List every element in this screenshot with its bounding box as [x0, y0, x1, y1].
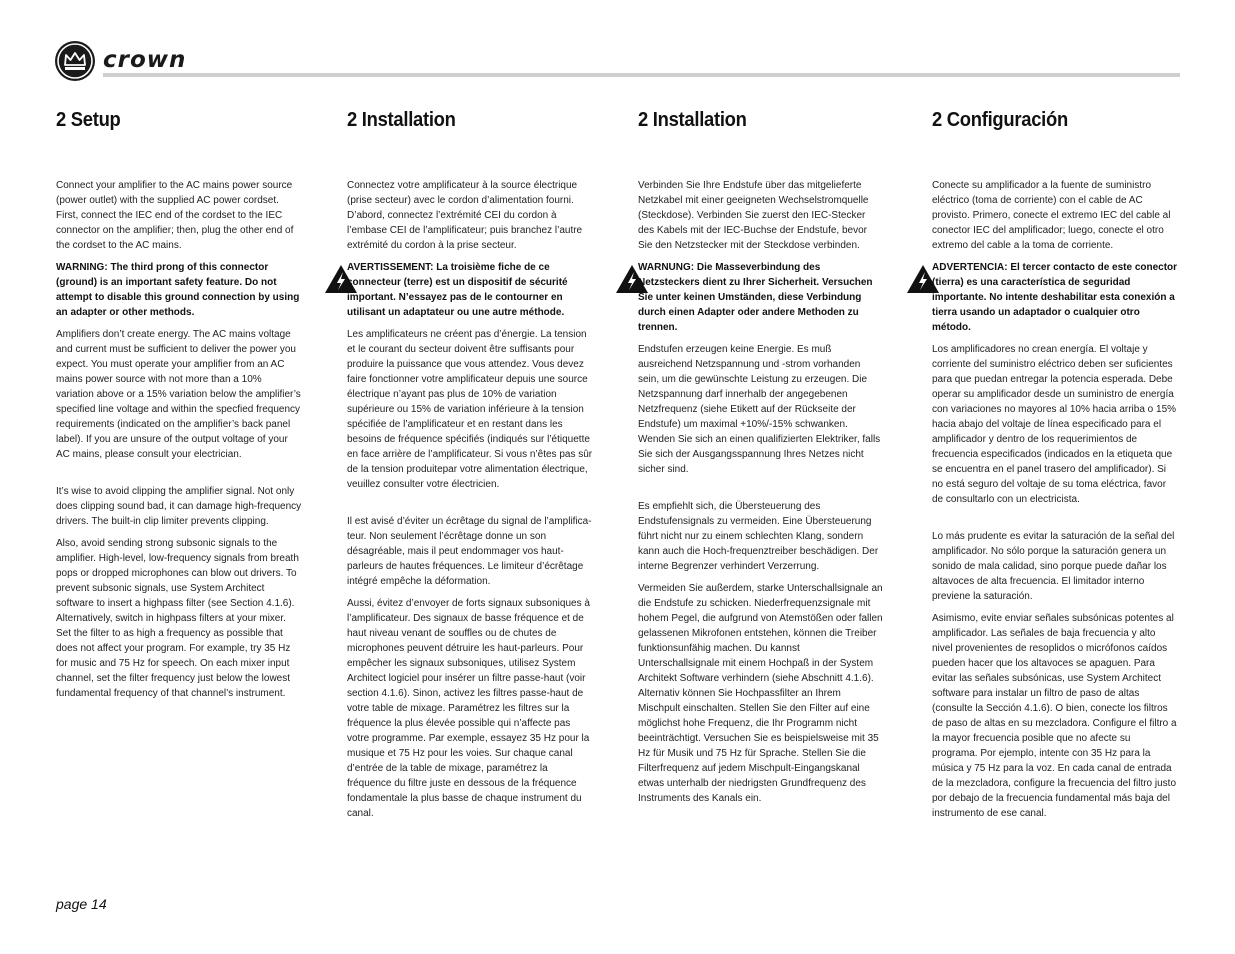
paragraph-connect: Connect your amplifier to the AC mains power source (power outlet) with the supplied AC power cordset. First, connect the IEC end of the cordset to the IEC connector on the amplifier; then, plug the other end of the cordset to the AC mains. [56, 180, 294, 251]
section-title: 2 Installation [638, 109, 747, 131]
paragraph-energy: Los amplificadores no crean energía. El voltaje y corriente del suministro eléctrico deben ser suficientes para que puedan entregar la potencia esperada. Debe operar su amplificador desde un suministro de energía con variaciones no mayores al 10% hacia arriba o 15% hacia abajo del voltaje de línea especificado para el amplificador y dentro de los requerimientos de frecuencia especificados (indicados en la etiqueta que se encuentra en el panel trasero del amplificador). Si no está seguro del voltaje de su toma eléctrica, favor de consultarlo con un electricista. [932, 344, 1177, 505]
paragraph-clipping: Il est avisé d’éviter un écrêtage du signal de l’amplifica-teur. Non seulement l’écrêtage donne un son désagréable, mais il peut endommager vos haut-parleurs de hautes fréquences. Le limiteur d’écrêtage intégré empêche la déformation. [347, 516, 592, 587]
paragraph-connect: Conecte su amplificador a la fuente de suministro eléctrico (toma de corriente) con el cable de AC provisto. Primero, conecte el extremo IEC del cable al conector IEC del amplificador; luego, conecte el otro extremo del cable a la toma de corriente. [932, 180, 1171, 251]
crown-logo-icon [55, 41, 95, 81]
header-rule [103, 73, 1180, 77]
brand-wordmark: crown [103, 47, 187, 73]
column-german [638, 108, 884, 813]
paragraph-energy: Endstufen erzeugen keine Energie. Es muß ausreichend Netzspannung und -strom vorhanden sein, um die gewünschte Leistung zu erzeugen. Die Netzspannung darf innerhalb der angegebenen Netzfrequenz (siehe Etikett auf der Rückseite der Endstufe) um maximal +10%/-15% schwanken. Wenden Sie sich an einen qualifizierten Elektriker, falls Sie sich der Ausgangsspannung Ihres Netzes nicht sicher sind. [638, 344, 881, 475]
warning-block [932, 260, 1178, 335]
paragraph-connect: Connectez votre amplificateur à la source électrique (prise secteur) avec le cordon d’alimentation fourni. D’abord, connectez l’extrémité CEI du cordon à l’embase CEI de l’amplificateur; puis branchez l’autre extrémité du cordon à la prise secteur. [347, 180, 583, 251]
paragraph-energy: Amplifiers don’t create energy. The AC mains voltage and current must be sufficient to deliver the power you expect. You must operate your amplifier from an AC mains power source with not more than a 10% variation above or a 15% variation below the amplifier’s specified line voltage and within the specfied frequency requirements (indicated on the amplifier’s back panel label). If you are unsure of the output voltage of your AC mains, please consult your electrician. [56, 329, 301, 460]
paragraph-energy: Les amplificateurs ne créent pas d’énergie. La tension et le courant du secteur doivent être suffisants pour produire la puissance que vous attendez. Vous devez faire fonctionner votre amplificateur depuis une source électrique n’ayant pas plus de 10% de variation supérieure ou 15% de variation inférieure à la tension spécifiée de l’amplificateur et en restant dans les besoins de fréquence spécifiés (indiqués sur l’étiquette en face arrière de l’amplificateur. Si vous n’êtes pas sûr de la tension produitepar votre alimentation électrique, veuillez consulter votre électricien. [347, 329, 593, 490]
section-title: 2 Installation [347, 109, 456, 131]
paragraph-subsonic: Asimismo, evite enviar señales subsónicas potentes al amplificador. Las señales de baja frecuencia y alto nivel provenientes de resoplidos o micrófonos caídos pueden hacer que los altavoces se apaguen. Para evitar las señales subsónicas, use System Architect software para instalar un filtro de paso de altas (consulte la Sección 4.1.6). O bien, conecte los filtros de paso de altas en su mezcladora. Configure el filtro a la mayor frecuencia posible que no afecte su programa. Por ejemplo, intente con 35 Hz para la música y 75 Hz para la voz. En cada canal de entrada de la mezcladora, configure la frecuencia del filtro justo por debajo de la frecuencia fundamental más baja del instrumento de ese canal. [932, 613, 1177, 819]
warning-text: WARNING: The third prong of this connector (ground) is an important safety feature. Do not attempt to disable this ground connection by using an adapter or other methods. [56, 262, 300, 318]
paragraph-connect: Verbinden Sie Ihre Endstufe über das mitgelieferte Netzkabel mit einer geeigneten Wechselstromquelle (Steckdose). Verbinden Sie zuerst den IEC-Stecker des Kabels mit der IEC-Buchse der Endstufe, bevor Sie den Netzstecker mit der Steckdose verbinden. [638, 180, 869, 251]
column-spanish [932, 108, 1178, 828]
page-number: page 14 [56, 896, 107, 912]
paragraph-clipping: Es empfiehlt sich, die Übersteuerung des Endstufensignals zu vermeiden. Eine Übersteuerung führt nicht nur zu einem schlechten Klang, sondern kann auch die Hoch-frequenztreiber beschädigen. Der interne Begrenzer verhindert Verzerrung. [638, 501, 879, 572]
warning-block [56, 260, 302, 320]
paragraph-clipping: Lo más prudente es evitar la saturación de la señal del amplificador. No sólo porque la saturación genera un sonido de mala calidad, sino porque puede dañar los altavoces de alta frecuencia. El limitador interno previene la saturación. [932, 531, 1175, 602]
warning-block [347, 260, 593, 320]
paragraph-clipping: It’s wise to avoid clipping the amplifier signal. Not only does clipping sound bad, it can damage high-frequency drivers. The built-in clip limiter prevents clipping. [56, 486, 302, 527]
paragraph-subsonic: Aussi, évitez d’envoyer de forts signaux subsoniques à l’amplificateur. Des signaux de basse fréquence et de haut niveau venant de souffles ou de chutes de microphones peuvent détruire les haut-parleurs. Pour empêcher les signaux subsoniques, utilisez System Architect logiciel pour insérer un filtre passe-haut (voir section 4.1.6). Sinon, activez les filtres passe-haut de votre table de mixage. Paramétrez les filtres sur la fréquence la plus élevée possible qui n’affecte pas votre programme. Par exemple, essayez 35 Hz pour la musique et 75 Hz pour les voies. Sur chaque canal d’entrée de la table de mixage, paramétrez la fréquence du filtre juste en dessous de la fréquence fondamentale la plus basse de chaque instrument du canal. [347, 598, 590, 819]
page-header [55, 38, 1180, 83]
paragraph-subsonic: Vermeiden Sie außerdem, starke Unterschallsignale an die Endstufe zu schicken. Niederfrequenzsignale mit hohem Pegel, die aufgrund von Atemstößen oder fallen gelassenen Mikrofonen entstehen, können die Treiber funktionsunfähig machen. Du kannst Unterschallsignale mit einem Hochpaß in der System Architekt Software verhindern (siehe Abschnitt 4.1.6). Alternativ können Sie Hochpassfilter an Ihrem Mischpult einschalten. Stellen Sie den Filter auf eine möglichst hohe Frequenz, die Ihr Programm nicht beeinträchtigt. Versuchen Sie es beispielsweise mit 35 Hz für Musik und 75 Hz für Sprache. Stellen Sie die Filterfrequenz auf jedem Mischpult-Eingangskanal etwas unterhalb der niedrigsten Grundfrequenz des Instruments des Kanals ein. [638, 583, 883, 804]
section-title: 2 Configuración [932, 109, 1068, 131]
warning-text: AVERTISSEMENT: La troisième fiche de ce connecteur (terre) est un dispositif de sécurité important. N’essayez pas de le contourner en utilisant un adaptateur ou une autre méthode. [347, 262, 568, 318]
warning-text: WARNUNG: Die Masseverbindung des Netzsteckers dient zu Ihrer Sicherheit. Versuchen Sie unter keinen Umständen, diese Verbindung durch einen Adapter oder andere Methoden zu trennen. [638, 262, 873, 333]
warning-text: ADVERTENCIA: El tercer contacto de este conector (tierra) es una característica de seguridad importante. No intente deshabilitar esta conexión a tierra usando un adaptador o cualquier otro método. [932, 262, 1178, 333]
column-french [347, 108, 593, 828]
section-title: 2 Setup [56, 109, 121, 131]
column-english [56, 108, 302, 708]
warning-block [638, 260, 884, 335]
paragraph-subsonic: Also, avoid sending strong subsonic signals to the amplifier. High-level, low-frequency signals from breath pops or dropped microphones can blow out drivers. To prevent subsonic signals, use System Architect software to insert a highpass filter (see Section 4.1.6). Alternatively, switch in highpass filters at your mixer. Set the filter to as high a frequency as possible that does not affect your program. For example, try 35 Hz for music and 75 Hz for speech. On each mixer input channel, set the filter frequency just below the lowest fundamental frequency of that channel’s instrument. [56, 538, 299, 699]
